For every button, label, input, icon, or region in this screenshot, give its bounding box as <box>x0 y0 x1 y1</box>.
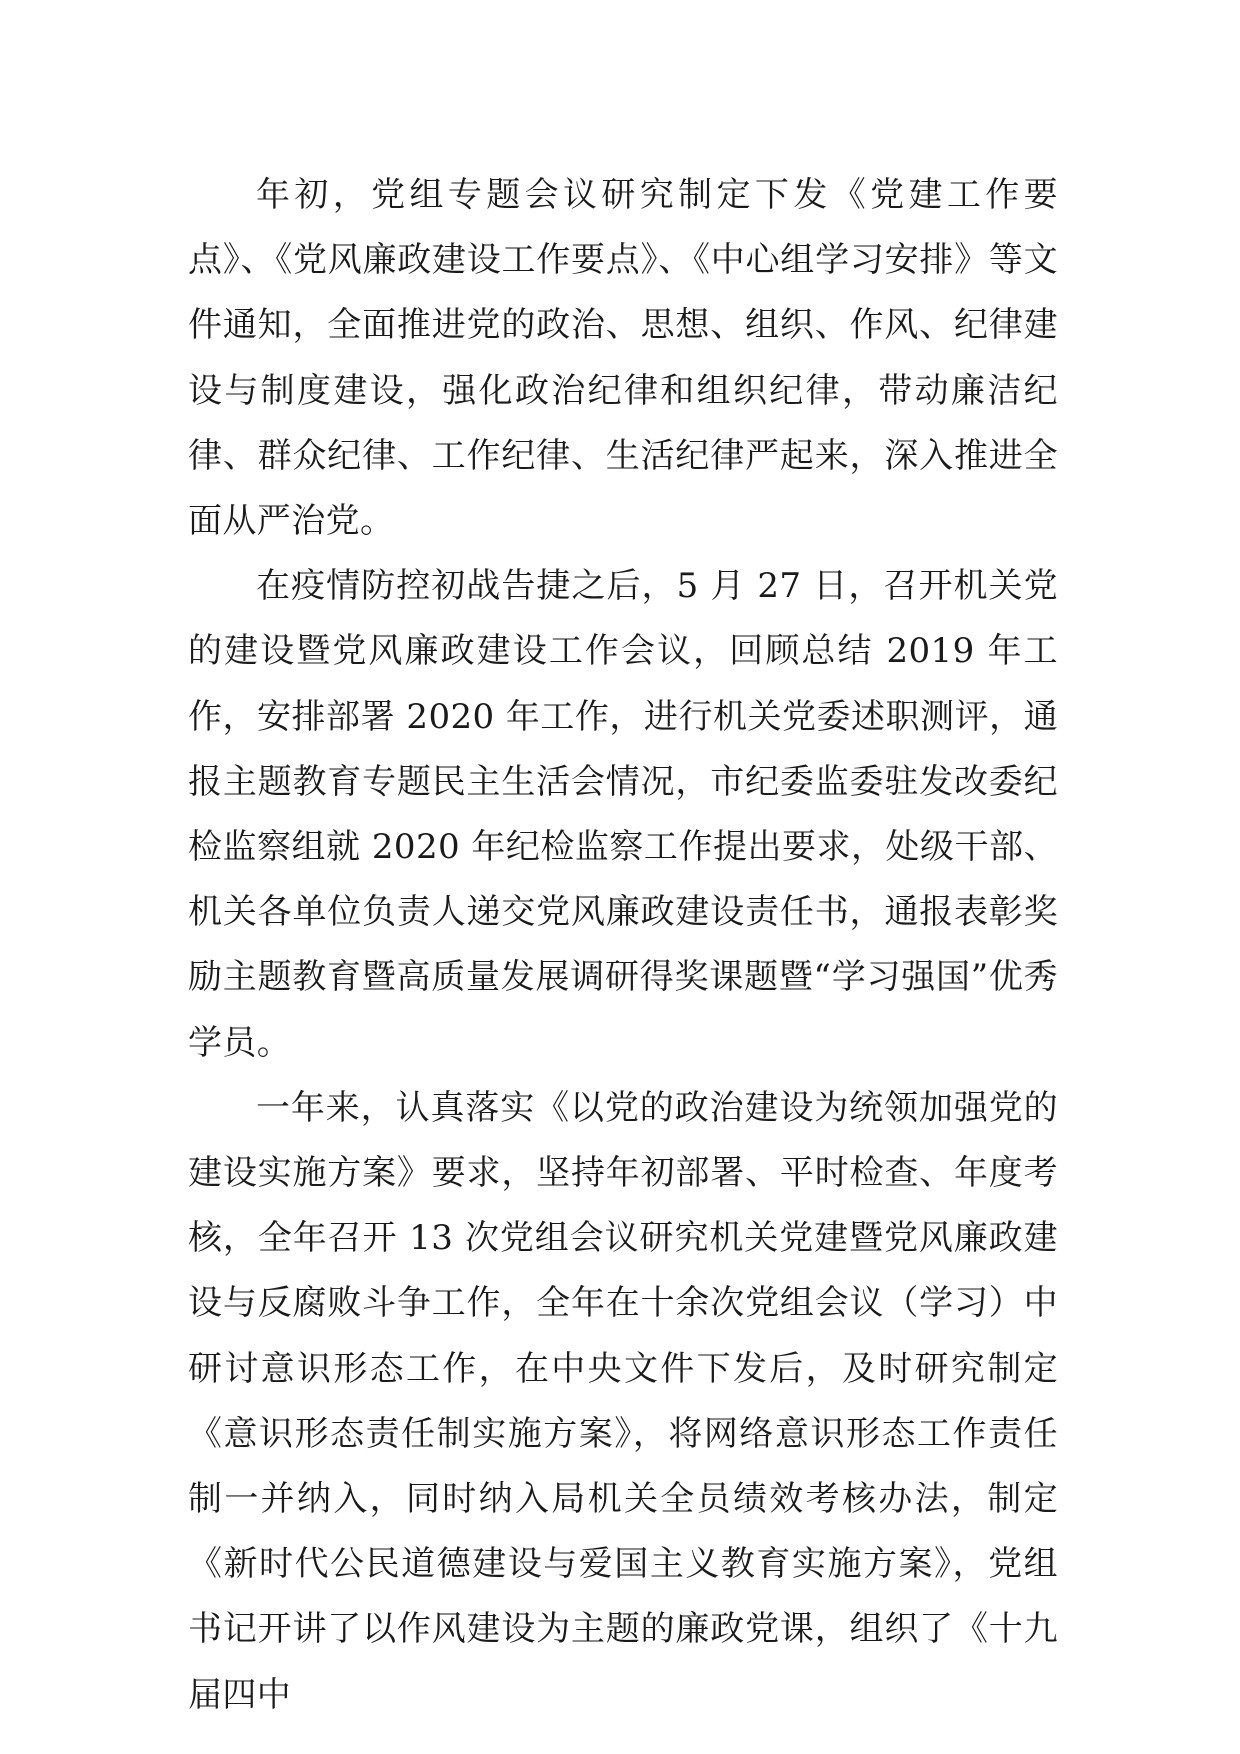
document-body <box>188 163 1058 1728</box>
paragraph-3: 一年来，认真落实《以党的政治建设为统领加强党的建设实施方案》要求，坚持年初部署、平时检查、年度考核，全年召开 13 次党组会议研究机关党建暨党风廉政建设与反腐败斗争工作，全年在十余次党组会议（学习）中研讨意识形态工作，在中央文件下发后，及时研究制定《意识形态责任制实施方案》，将网络意识形态工作责任制一并纳入，同时纳入局机关全员绩效考核办法，制定《新时代公民道德建设与爱国主义教育实施方案》，党组书记开讲了以作风建设为主题的廉政党课，组织了《十九届四中 <box>188 1087 1058 1715</box>
paragraph-2: 在疫情防控初战告捷之后，5 月 27 日，召开机关党的建设暨党风廉政建设工作会议，回顾总结 2019 年工作，安排部署 2020 年工作，进行机关党委述职测评，通报主题教育专题民主生活会情况，市纪委监委驻发改委纪检监察组就 2020 年纪检监察工作提出要求，处级干部、机关各单位负责人递交党风廉政建设责任书，通报表彰奖励主题教育暨高质量发展调研得奖课题暨“学习强国”优秀学员。 <box>188 566 1058 1063</box>
paragraph-1: 年初，党组专题会议研究制定下发《党建工作要点》、《党风廉政建设工作要点》、《中心组学习安排》等文件通知，全面推进党的政治、思想、组织、作风、纪律建设与制度建设，强化政治纪律和组织纪律，带动廉洁纪律、群众纪律、工作纪律、生活纪律严起来，深入推进全面从严治党。 <box>188 175 1058 542</box>
